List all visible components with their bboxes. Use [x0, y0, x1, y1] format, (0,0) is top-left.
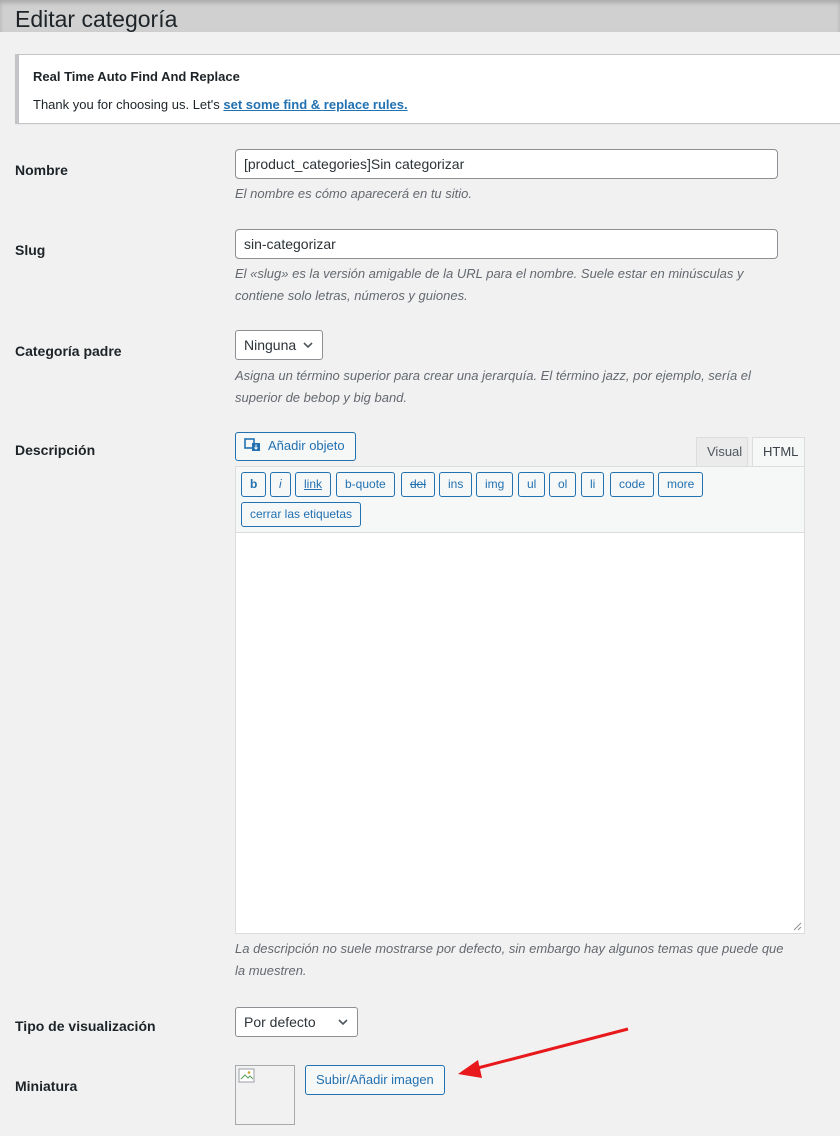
- quicktag-more-button[interactable]: more: [658, 472, 703, 497]
- chevron-down-icon: [302, 339, 314, 351]
- broken-image-icon: [238, 1068, 256, 1084]
- notice-rules-link[interactable]: set some find & replace rules.: [223, 97, 408, 112]
- tab-html[interactable]: HTML: [752, 437, 805, 467]
- quicktag-ins-button[interactable]: ins: [439, 472, 472, 497]
- chevron-down-icon: [337, 1016, 349, 1028]
- add-media-button[interactable]: [235, 432, 356, 461]
- quicktag-link-button[interactable]: link: [295, 472, 331, 497]
- quicktag-del-button[interactable]: del: [401, 472, 435, 497]
- name-label: Nombre: [15, 162, 68, 178]
- parent-category-value: Ninguna: [244, 337, 297, 353]
- slug-description: El «slug» es la versión amigable de la URL para el nombre. Suele estar en minúsculas y contiene solo letras, números y guiones.: [235, 266, 744, 303]
- add-media-label: Añadir objeto: [268, 438, 345, 453]
- description-label: Descripción: [15, 442, 96, 458]
- quicktag-img-button[interactable]: img: [476, 472, 513, 497]
- quicktag-bquote-button[interactable]: b-quote: [336, 472, 395, 497]
- notice-title: Real Time Auto Find And Replace: [33, 69, 240, 84]
- upload-image-button[interactable]: Subir/Añadir imagen: [305, 1065, 445, 1095]
- quicktag-b-button[interactable]: b: [241, 472, 266, 497]
- resize-grip-icon[interactable]: [793, 922, 802, 931]
- display-type-label: Tipo de visualización: [15, 1018, 156, 1034]
- slug-input[interactable]: sin-categorizar: [235, 229, 778, 259]
- thumbnail-preview: [235, 1065, 295, 1125]
- notice-text-prefix: Thank you for choosing us. Let's: [33, 97, 224, 112]
- slug-label: Slug: [15, 242, 46, 258]
- name-description: El nombre es cómo aparecerá en tu sitio.: [235, 186, 473, 201]
- quicktag-ol-button[interactable]: ol: [549, 472, 576, 497]
- quicktag-ul-button[interactable]: ul: [518, 472, 545, 497]
- description-textarea[interactable]: [235, 532, 805, 934]
- close-tags-button[interactable]: cerrar las etiquetas: [241, 502, 361, 527]
- parent-category-select[interactable]: [235, 330, 323, 360]
- thumbnail-label: Miniatura: [15, 1078, 78, 1094]
- tab-visual[interactable]: Visual: [696, 437, 748, 467]
- media-icon: [244, 437, 262, 453]
- parent-category-description: Asigna un término superior para crear una jerarquía. El término jazz, por ejemplo, sería el superior de bebop y big band.: [235, 368, 751, 405]
- page-title: Editar categoría: [15, 6, 178, 32]
- name-input[interactable]: [product_categories]Sin categorizar: [235, 149, 778, 179]
- notice-text: [33, 97, 408, 112]
- display-type-value: Por defecto: [244, 1014, 316, 1030]
- quicktag-li-button[interactable]: li: [581, 472, 604, 497]
- quicktag-code-button[interactable]: code: [610, 472, 654, 497]
- display-type-select[interactable]: [235, 1007, 358, 1037]
- plugin-notice: [15, 54, 840, 124]
- description-help: La descripción no suele mostrarse por defecto, sin embargo hay algunos temas que puede que la muestren.: [235, 941, 784, 978]
- parent-category-label: Categoría padre: [15, 343, 122, 359]
- quicktag-i-button[interactable]: i: [270, 472, 291, 497]
